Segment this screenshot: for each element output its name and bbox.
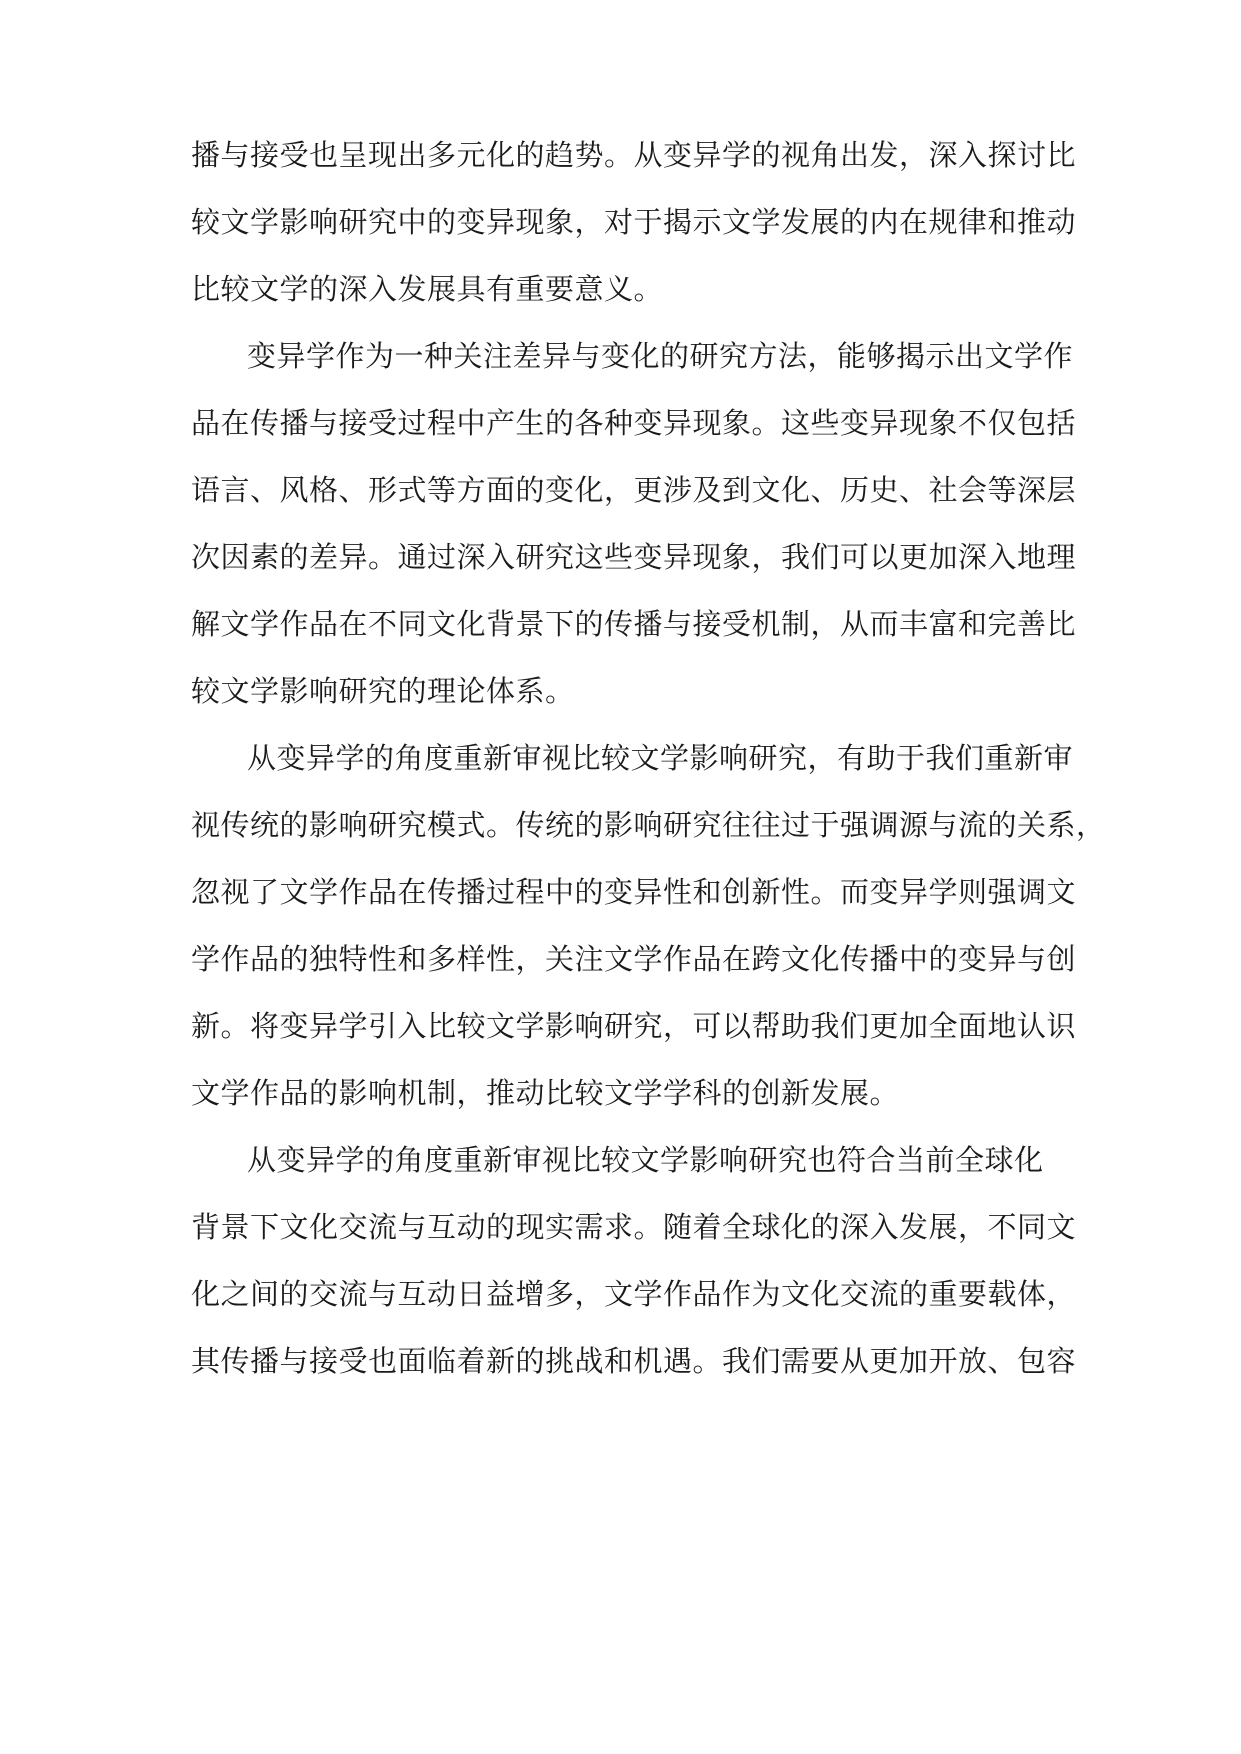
text-line: 学作品的独特性和多样性，关注文学作品在跨文化传播中的变异与创 [191, 942, 1077, 976]
text-line: 较文学影响研究的理论体系。 [191, 674, 575, 708]
text-line: 语言、风格、形式等方面的变化，更涉及到文化、历史、社会等深层 [191, 473, 1077, 507]
text-line: 从变异学的角度重新审视比较文学影响研究也符合当前全球化 [247, 1143, 1044, 1177]
text-line: 次因素的差异。通过深入研究这些变异现象，我们可以更加深入地理 [191, 540, 1077, 574]
text-line: 较文学影响研究中的变异现象，对于揭示文学发展的内在规律和推动 [191, 205, 1077, 239]
text-line: 品在传播与接受过程中产生的各种变异现象。这些变异现象不仅包括 [191, 406, 1077, 440]
text-line: 比较文学的深入发展具有重要意义。 [191, 272, 664, 306]
text-line: 化之间的交流与互动日益增多，文学作品作为文化交流的重要载体， [191, 1277, 1077, 1311]
text-line: 播与接受也呈现出多元化的趋势。从变异学的视角出发，深入探讨比 [191, 138, 1077, 172]
text-line: 其传播与接受也面临着新的挑战和机遇。我们需要从更加开放、包容 [191, 1344, 1077, 1378]
text-line: 解文学作品在不同文化背景下的传播与接受机制，从而丰富和完善比 [191, 607, 1077, 641]
text-line: 文学作品的影响机制，推动比较文学学科的创新发展。 [191, 1076, 900, 1110]
text-line: 背景下文化交流与互动的现实需求。随着全球化的深入发展，不同文 [191, 1210, 1077, 1244]
text-line: 变异学作为一种关注差异与变化的研究方法，能够揭示出文学作 [247, 339, 1074, 373]
text-line: 视传统的影响研究模式。传统的影响研究往往过于强调源与流的关系， [191, 808, 1106, 842]
text-line: 忽视了文学作品在传播过程中的变异性和创新性。而变异学则强调文 [191, 875, 1077, 909]
text-line: 从变异学的角度重新审视比较文学影响研究，有助于我们重新审 [247, 741, 1074, 775]
text-line: 新。将变异学引入比较文学影响研究，可以帮助我们更加全面地认识 [191, 1009, 1077, 1043]
